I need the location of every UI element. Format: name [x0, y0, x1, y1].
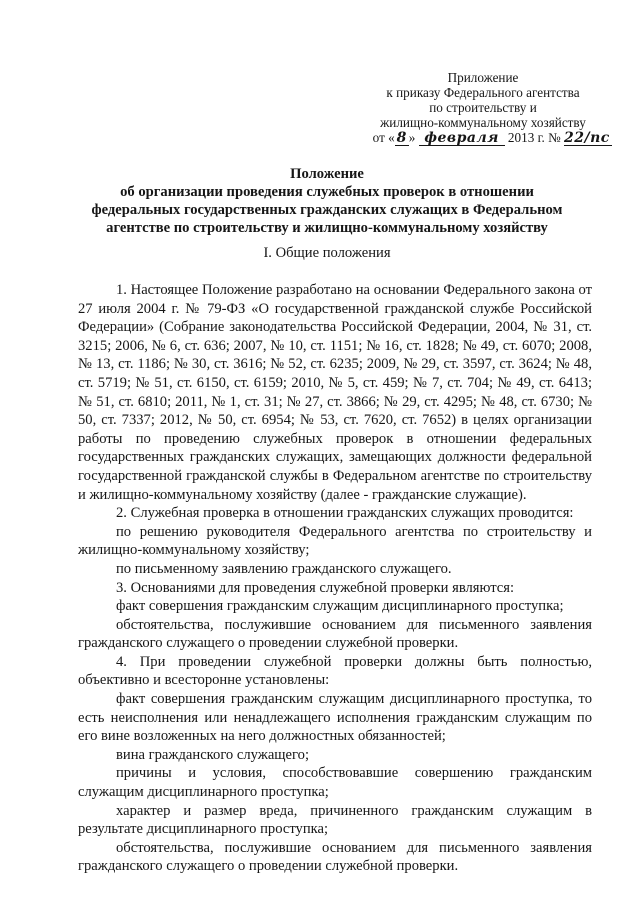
date-month: февраля	[419, 132, 505, 146]
paragraph-3: 3. Основаниями для проведения служебной проверки являются:	[116, 579, 515, 596]
title-line-4: агентстве по строительству и жилищно-коммунальному хозяйству	[106, 220, 548, 236]
appendix-line-3: по строительству и	[429, 100, 537, 115]
paragraph-3-item-1: факт совершения гражданским служащим дисциплинарного проступка;	[116, 598, 564, 615]
section-heading: I. Общие положения	[263, 245, 391, 261]
paragraph-4: 4. При проведении служебной проверки должны быть полностью, объективно и всесторонне установлены:	[78, 653, 592, 689]
paragraph-2: 2. Служебная проверка в отношении гражданских служащих проводится:	[116, 505, 574, 522]
order-date-line	[352, 130, 614, 146]
document-title	[60, 165, 594, 237]
date-mid: »	[408, 130, 416, 145]
paragraph-4-item-5: обстоятельства, послужившие основанием для письменного заявления гражданского служащего о проведении служебной проверки.	[78, 839, 592, 875]
paragraph-4-item-4: характер и размер вреда, причиненного гражданским служащим в результате дисциплинарного проступка;	[78, 802, 592, 838]
paragraph-4-item-1: факт совершения гражданским служащим дисциплинарного проступка, то есть неисполнения или ненадлежащего исполнения гражданским служащим по его вине возложенных на него должностных обязанностей;	[78, 691, 592, 745]
title-line-3: федеральных государственных гражданских служащих в Федеральном	[91, 202, 563, 218]
paragraph-2-item-1: по решению руководителя Федерального агентства по строительству и жилищно-коммунальному хозяйству;	[78, 523, 592, 559]
appendix-line-1: Приложение	[447, 70, 519, 85]
paragraph-3-item-2: обстоятельства, послужившие основанием для письменного заявления гражданского служащего о проведении служебной проверки.	[78, 616, 592, 652]
paragraph-2-item-2: по письменному заявлению гражданского служащего.	[116, 560, 452, 577]
date-day: 8	[396, 130, 407, 146]
appendix-header	[352, 70, 614, 146]
title-line-2: об организации проведения служебных проверок в отношении	[120, 184, 534, 200]
document-body	[78, 281, 592, 876]
paragraph-4-item-2: вина гражданского служащего;	[116, 746, 309, 763]
paragraph-1: 1. Настоящее Положение разработано на основании Федерального закона от 27 июля 2004 г. № 79-ФЗ «О государственной гражданской службе Российской Федерации» (Собрание законодательства Российской Федерации, 2004, № 31, ст. 3215; 2006, № 6, ст. 636; 2007, № 10, ст. 1151; № 16, ст. 1828; № 49, ст. 6070; 2008, № 13, ст. 1186; № 30, ст. 3616; № 52, ст. 6235; 2009, № 29, ст. 3597, ст. 3624; № 48, ст. 5719; № 51, ст. 6150, ст. 6159; 2010, № 5, ст. 459; № 7, ст. 704; № 49, ст. 6413; № 51, ст. 6810; 2011, № 1, ст. 31; № 27, ст. 3866; № 29, ст. 4295; № 48, ст. 6730; № 50, ст. 7337; 2012, № 50, ст. 6954; № 53, ст. 7620, ст. 7652) в целях организации работы по проведению служебных проверок в отношении федеральных государственных гражданских служащих, замещающих должности федеральной государственной гражданской службы в Федеральном агентстве по строительству и жилищно-коммунальному хозяйству (далее - гражданские служащие).	[78, 282, 592, 503]
appendix-line-4: жилищно-коммунальному хозяйству	[380, 115, 586, 130]
date-prefix: от «	[372, 130, 395, 145]
appendix-line-2: к приказу Федерального агентства	[386, 85, 580, 100]
paragraph-4-item-3: причины и условия, способствовавшие совершению гражданским служащим дисциплинарного проступка;	[78, 765, 592, 801]
title-line-1: Положение	[290, 166, 364, 182]
date-year: 2013 г. №	[507, 130, 561, 145]
order-number: 22/пс	[564, 132, 612, 146]
